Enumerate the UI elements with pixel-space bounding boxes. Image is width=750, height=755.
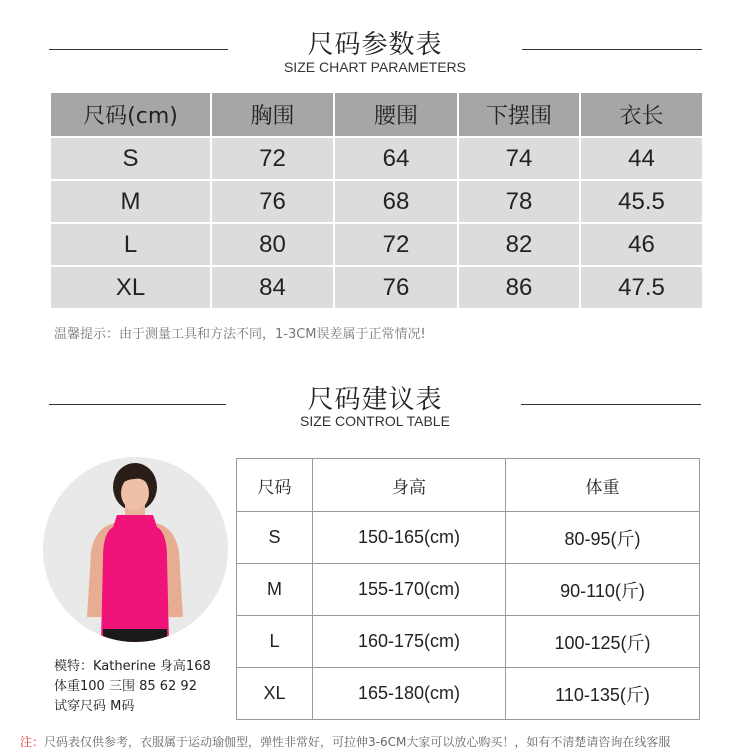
table-cell: 150-165(cm) <box>313 512 506 564</box>
table-cell: 165-180(cm) <box>313 668 506 720</box>
table-cell: 74 <box>458 137 580 180</box>
table-cell: 72 <box>211 137 334 180</box>
table-cell: 68 <box>334 180 458 223</box>
col-header-size: 尺码 <box>237 459 313 512</box>
size-control-table <box>236 458 700 720</box>
table-cell: 84 <box>211 266 334 309</box>
size-chart-subtitle: SIZE CHART PARAMETERS <box>283 59 467 75</box>
size-control-subtitle: SIZE CONTROL TABLE <box>300 413 450 429</box>
table-cell: S <box>237 512 313 564</box>
size-chart-table <box>49 91 704 310</box>
measurement-note: 温馨提示：由于测量工具和方法不同，1-3CM误差属于正常情况! <box>54 327 426 342</box>
footer-note <box>20 733 670 750</box>
table-cell: S <box>50 137 211 180</box>
table-cell: 80-95(斤) <box>506 512 700 564</box>
table-row <box>50 223 703 266</box>
table-cell: 45.5 <box>580 180 703 223</box>
col-header-bust: 胸围 <box>211 92 334 137</box>
table-cell: L <box>50 223 211 266</box>
size-chart-header-row <box>50 92 703 137</box>
col-header-height: 身高 <box>313 459 506 512</box>
model-info-line2: 体重100 三围 85 62 92 <box>54 679 197 694</box>
table-row <box>237 512 700 564</box>
footer-note-text: 尺码表仅供参考，衣服属于运动瑜伽型，弹性非常好，可拉伸3-6CM大家可以放心购买！，如有不清楚请咨询在线客服 <box>44 735 671 749</box>
table-cell: 47.5 <box>580 266 703 309</box>
table-cell: L <box>237 616 313 668</box>
table-cell: 110-135(斤) <box>506 668 700 720</box>
table-row <box>50 266 703 309</box>
table-cell: 100-125(斤) <box>506 616 700 668</box>
table-cell: XL <box>237 668 313 720</box>
table-cell: 76 <box>211 180 334 223</box>
model-illustration <box>43 457 228 642</box>
table-cell: M <box>50 180 211 223</box>
model-info-line3: 试穿尺码 M码 <box>54 699 135 714</box>
table-cell: 78 <box>458 180 580 223</box>
col-header-waist: 腰围 <box>334 92 458 137</box>
table-row <box>237 668 700 720</box>
col-header-weight: 体重 <box>506 459 700 512</box>
table-row <box>50 137 703 180</box>
col-header-hem: 下摆围 <box>458 92 580 137</box>
table-cell: XL <box>50 266 211 309</box>
table-cell: 64 <box>334 137 458 180</box>
table-cell: 160-175(cm) <box>313 616 506 668</box>
size-control-title: 尺码建议表 <box>307 385 443 415</box>
table-row <box>237 616 700 668</box>
table-cell: M <box>237 564 313 616</box>
table-cell: 90-110(斤) <box>506 564 700 616</box>
table-cell: 72 <box>334 223 458 266</box>
model-info-line1: 模特：Katherine 身高168 <box>54 659 211 674</box>
table-cell: 46 <box>580 223 703 266</box>
table-cell: 82 <box>458 223 580 266</box>
table-row <box>237 564 700 616</box>
table-row <box>50 180 703 223</box>
table-cell: 155-170(cm) <box>313 564 506 616</box>
footer-note-label: 注： <box>20 735 45 749</box>
table-cell: 86 <box>458 266 580 309</box>
col-header-size: 尺码(cm) <box>50 92 211 137</box>
size-control-header-row <box>237 459 700 512</box>
col-header-length: 衣长 <box>580 92 703 137</box>
table-cell: 76 <box>334 266 458 309</box>
size-chart-title: 尺码参数表 <box>307 30 443 60</box>
model-photo <box>43 457 228 642</box>
table-cell: 44 <box>580 137 703 180</box>
table-cell: 80 <box>211 223 334 266</box>
